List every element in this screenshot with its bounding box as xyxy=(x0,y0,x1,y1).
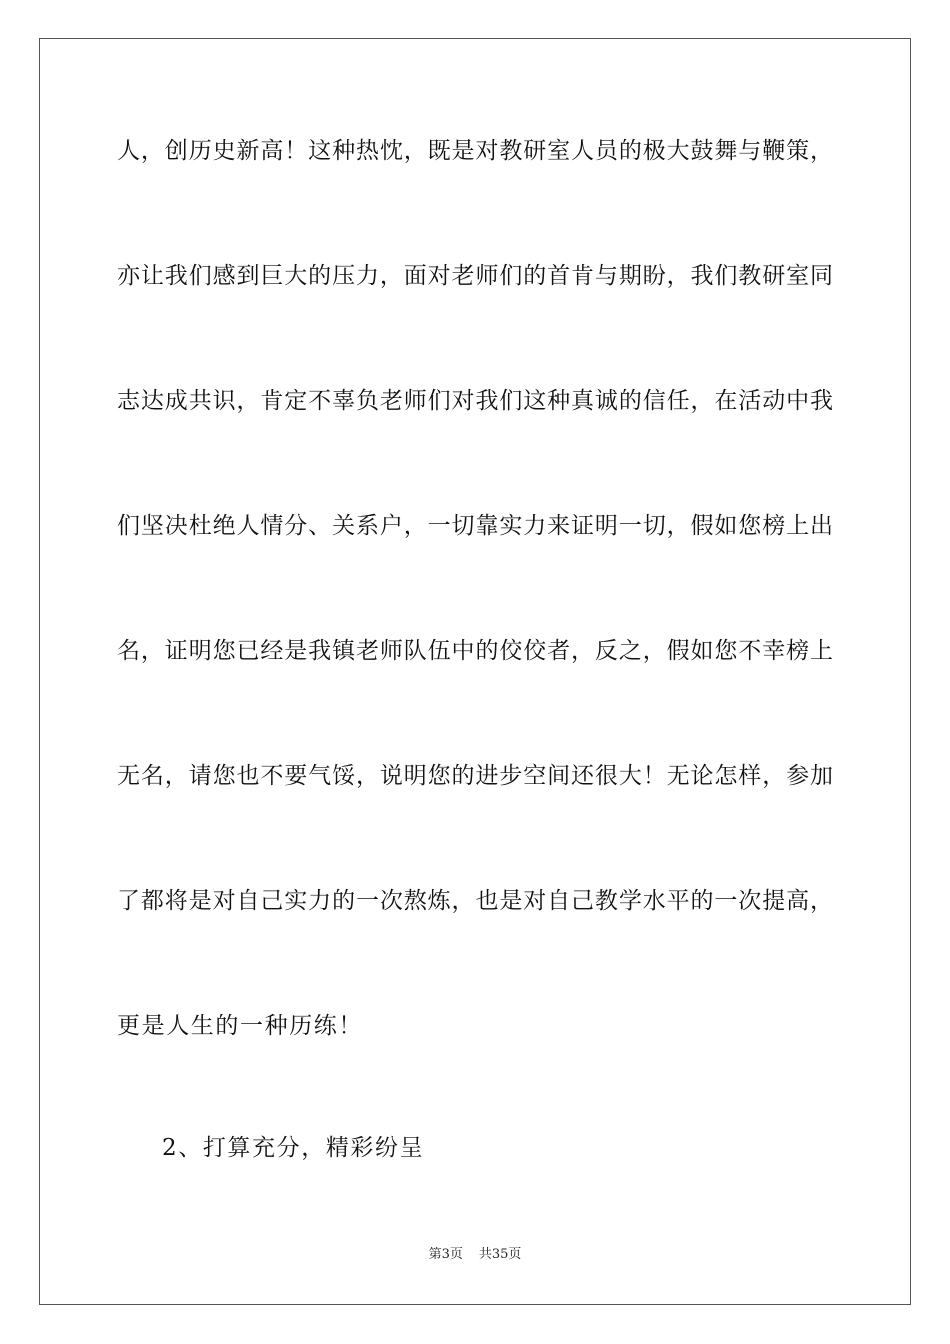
page-footer xyxy=(0,1246,950,1264)
paragraph-line: 志达成共识，肯定不辜负老师们对我们这种真诚的信任，在活动中我 xyxy=(117,388,833,414)
page-number: 第3页 xyxy=(428,1247,463,1262)
page-frame xyxy=(39,38,911,1305)
paragraph-line: 亦让我们感到巨大的压力，面对老师们的首肯与期盼，我们教研室同 xyxy=(117,263,833,289)
page-total: 共35页 xyxy=(478,1247,522,1262)
paragraph-line: 无名，请您也不要气馁，说明您的进步空间还很大！无论怎样，参加 xyxy=(117,763,833,789)
paragraph-line: 名，证明您已经是我镇老师队伍中的佼佼者，反之，假如您不幸榜上 xyxy=(117,638,833,664)
paragraph-line: 了都将是对自己实力的一次熬炼，也是对自己教学水平的一次提高， xyxy=(117,888,833,914)
section-heading: 2、打算充分，精彩纷呈 xyxy=(162,1135,425,1161)
paragraph-line: 们坚决杜绝人情分、关系户，一切靠实力来证明一切，假如您榜上出 xyxy=(117,513,833,539)
paragraph-line: 人，创历史新高！这种热忱，既是对教研室人员的极大鼓舞与鞭策， xyxy=(117,138,833,164)
paragraph-line-last: 更是人生的一种历练！ xyxy=(117,1013,363,1039)
